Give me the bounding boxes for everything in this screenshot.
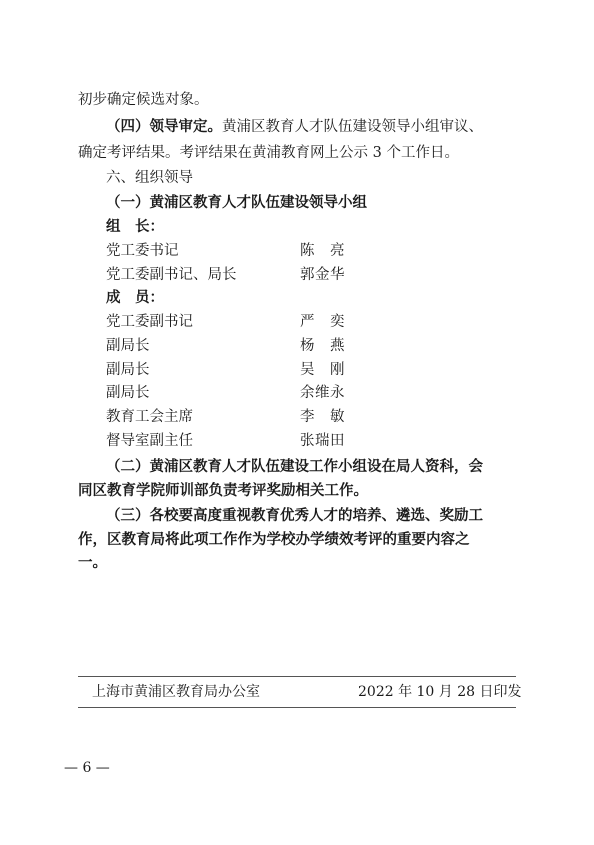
footer-issuer: 上海市黄浦区教育局办公室 [92, 684, 260, 700]
member-role: 副局长 [106, 338, 150, 354]
footer-top-rule [78, 676, 516, 677]
body-line-1: 初步确定候选对象。 [78, 92, 209, 108]
member-role: 党工委副书记 [106, 314, 193, 330]
member-name: 严 奕 [300, 314, 345, 330]
member-role: 副局长 [106, 385, 150, 401]
paragraph-4-text: 黄浦区教育人才队伍建设领导小组审议、 [222, 119, 483, 135]
footer-date: 2022 年 10 月 28 日印发 [358, 684, 522, 700]
member-name: 余维永 [300, 385, 345, 401]
subsection-1-heading: （一）黄浦区教育人才队伍建设领导小组 [106, 195, 367, 211]
leader-role: 党工委副书记、局长 [106, 267, 237, 283]
subsection-3-line-2: 作，区教育局将此项工作作为学校办学绩效考评的重要内容之 [78, 531, 470, 548]
paragraph-4 [106, 117, 483, 137]
member-heading: 成 员： [106, 290, 164, 306]
leader-name: 郭金华 [300, 267, 345, 283]
paragraph-4-label: （四）领导审定。 [106, 118, 222, 135]
subsection-2-line-1: （二）黄浦区教育人才队伍建设工作小组设在局人资科，会 [106, 458, 483, 475]
member-name: 李 敏 [300, 409, 345, 425]
member-role: 教育工会主席 [106, 409, 193, 425]
leader-role: 党工委书记 [106, 243, 179, 259]
subsection-3-line-1: （三）各校要高度重视教育优秀人才的培养、遴选、奖励工 [106, 507, 483, 524]
leader-heading: 组 长： [106, 219, 164, 235]
footer-bottom-rule [78, 707, 516, 708]
subsection-2-line-2: 同区教育学院师训部负责考评奖励相关工作。 [78, 482, 368, 499]
member-role: 督导室副主任 [106, 433, 193, 449]
leader-name: 陈 亮 [300, 243, 345, 259]
member-role: 副局长 [106, 362, 150, 378]
paragraph-4-continuation: 确定考评结果。考评结果在黄浦教育网上公示 3 个工作日。 [78, 145, 459, 161]
section-6-heading: 六、组织领导 [106, 170, 193, 186]
page-number: — 6 — [64, 760, 110, 776]
subsection-3-line-3: 一。 [78, 554, 107, 571]
member-name: 张瑞田 [300, 433, 345, 449]
member-name: 杨 燕 [300, 338, 345, 354]
member-name: 吴 刚 [300, 362, 345, 378]
